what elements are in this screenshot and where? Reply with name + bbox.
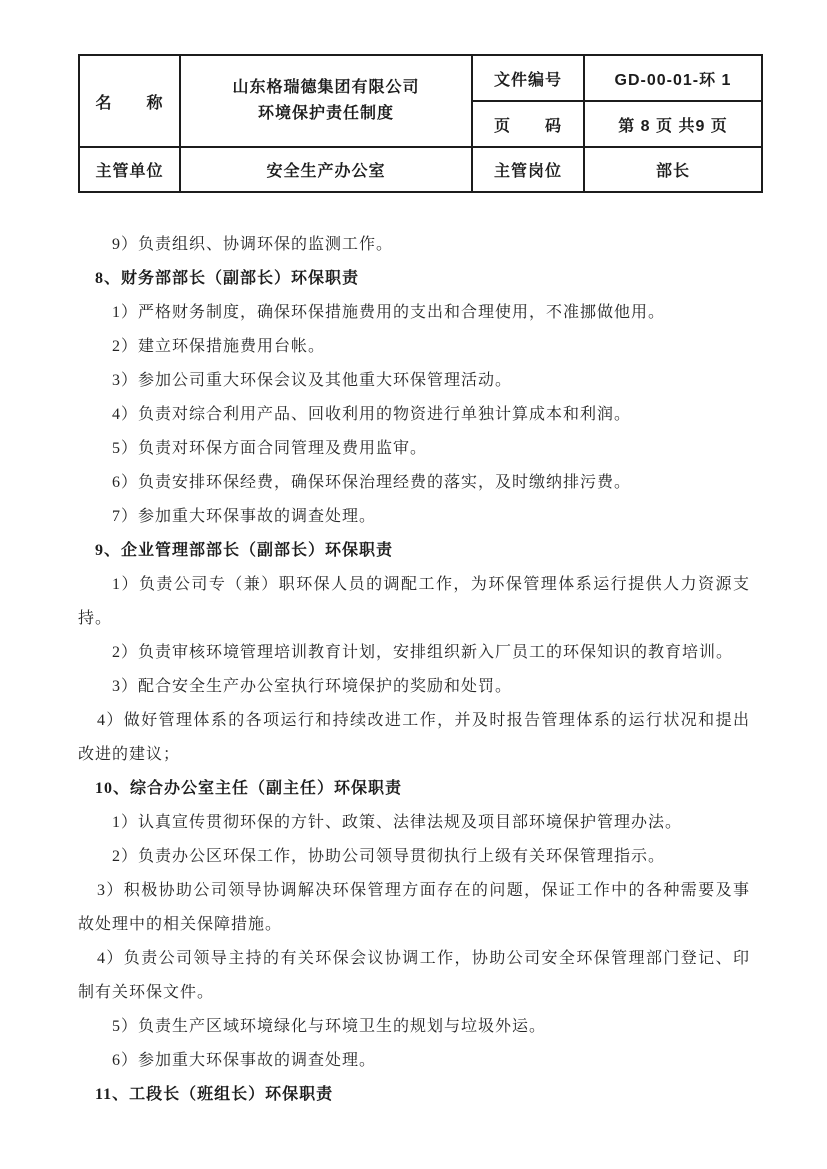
- doc-number-label: 文件编号: [472, 55, 584, 101]
- body-paragraph: 1）严格财务制度，确保环保措施费用的支出和合理使用，不准挪做他用。: [112, 304, 666, 321]
- doc-number-value: GD-00-01-环 1: [584, 55, 762, 101]
- responsible-unit-value: 安全生产办公室: [180, 147, 472, 192]
- body-paragraph: 1）负责公司专（兼）职环保人员的调配工作，为环保管理体系运行提供人力资源支持。: [78, 576, 750, 627]
- section-heading: 10、综合办公室主任（副主任）环保职责: [95, 780, 403, 797]
- body-paragraph: 6）负责安排环保经费，确保环保治理经费的落实，及时缴纳排污费。: [112, 474, 632, 491]
- doc-title-cell: [180, 55, 472, 147]
- body-paragraph: 6）参加重大环保事故的调查处理。: [112, 1052, 377, 1069]
- body-paragraph: 7）参加重大环保事故的调查处理。: [112, 508, 377, 525]
- body-paragraph: 9）负责组织、协调环保的监测工作。: [112, 236, 394, 253]
- document-body: [78, 228, 750, 1112]
- document-header-table: [78, 54, 763, 193]
- body-paragraph: 2）负责办公区环保工作，协助公司领导贯彻执行上级有关环保管理指示。: [112, 848, 666, 865]
- body-paragraph: 2）负责审核环境管理培训教育计划，安排组织新入厂员工的环保知识的教育培训。: [112, 644, 734, 661]
- section-heading: 8、财务部部长（副部长）环保职责: [95, 270, 360, 287]
- body-paragraph: 3）配合安全生产办公室执行环境保护的奖励和处罚。: [112, 678, 513, 695]
- body-paragraph: 1）认真宣传贯彻环保的方针、政策、法律法规及项目部环境保护管理办法。: [112, 814, 683, 831]
- page-number-value: 第 8 页 共9 页: [584, 101, 762, 147]
- doc-title-line2: 环境保护责任制度: [257, 105, 394, 122]
- page-number-label: 页 码: [472, 101, 584, 147]
- body-paragraph: 4）做好管理体系的各项运行和持续改进工作，并及时报告管理体系的运行状况和提出改进的建议；: [78, 712, 750, 763]
- body-paragraph: 5）负责对环保方面合同管理及费用监审。: [112, 440, 428, 457]
- body-paragraph: 2）建立环保措施费用台帐。: [112, 338, 326, 355]
- section-heading: 11、工段长（班组长）环保职责: [95, 1086, 334, 1103]
- doc-name-label: 名 称: [79, 55, 180, 147]
- responsible-unit-label: 主管单位: [79, 147, 180, 192]
- doc-title-line1: 山东格瑞德集团有限公司: [232, 79, 420, 96]
- body-paragraph: 4）负责公司领导主持的有关环保会议协调工作，协助公司安全环保管理部门登记、印制有关环保文件。: [78, 950, 750, 1001]
- body-paragraph: 3）积极协助公司领导协调解决环保管理方面存在的问题，保证工作中的各种需要及事故处理中的相关保障措施。: [78, 882, 750, 933]
- responsible-post-value: 部长: [584, 147, 762, 192]
- body-paragraph: 5）负责生产区域环境绿化与环境卫生的规划与垃圾外运。: [112, 1018, 547, 1035]
- section-heading: 9、企业管理部部长（副部长）环保职责: [95, 542, 394, 559]
- responsible-post-label: 主管岗位: [472, 147, 584, 192]
- body-paragraph: 4）负责对综合利用产品、回收利用的物资进行单独计算成本和利润。: [112, 406, 632, 423]
- body-paragraph: 3）参加公司重大环保会议及其他重大环保管理活动。: [112, 372, 513, 389]
